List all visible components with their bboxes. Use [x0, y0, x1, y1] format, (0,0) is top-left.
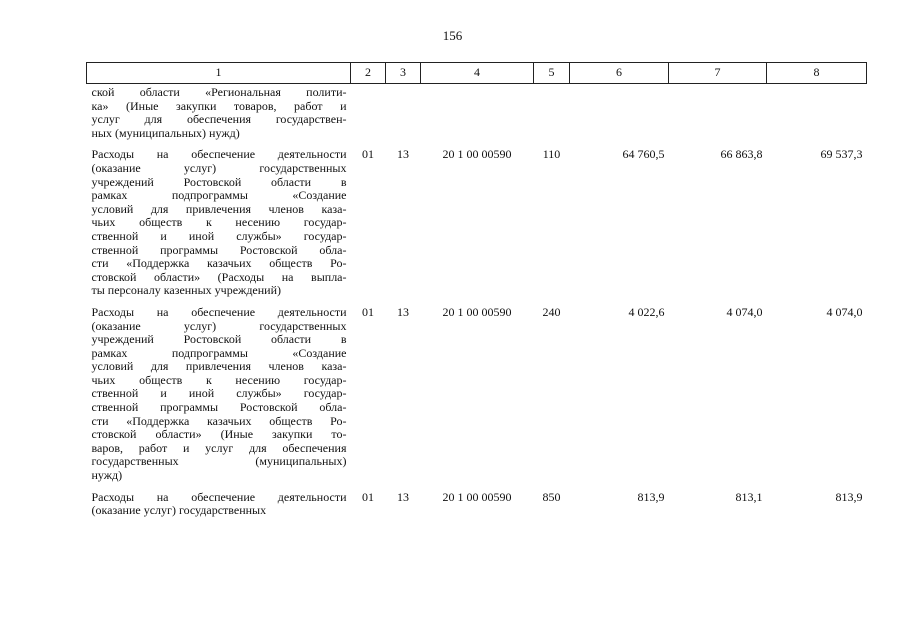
- description-line: варов, работ и услуг для обеспечения: [91, 440, 347, 455]
- description-line: Расходы на обеспечение деятельности: [91, 147, 347, 162]
- target-article-cell: 20 1 00 00590: [442, 147, 512, 162]
- section-code-cell: [351, 84, 386, 149]
- description-cell: [87, 491, 351, 526]
- subsection-code-cell: 13: [397, 147, 409, 162]
- description-line: стовской области» (Расходы на выпла-: [91, 269, 347, 284]
- description-line: рамках подпрограммы «Создание: [91, 345, 347, 360]
- description-line: (оказание услуг) государственных: [91, 160, 347, 175]
- target-article-cell: [421, 84, 534, 149]
- description-line: (оказание услуг) государственных: [91, 318, 347, 333]
- description-cell: [87, 84, 351, 149]
- description-line: ственной программы Ростовской обла-: [91, 242, 347, 257]
- expense-type-cell: 110: [542, 147, 561, 162]
- description-line: учреждений Ростовской области в: [91, 332, 347, 347]
- description-line: сти «Поддержка казачьих обществ Ро-: [91, 256, 347, 271]
- description-line: условий для привлечения членов каза-: [91, 201, 347, 216]
- amount-year1-cell: [570, 84, 669, 149]
- description-line: нужд): [91, 468, 123, 483]
- amount-year3-cell: 813,9: [835, 489, 863, 504]
- header-cell-7: 7: [669, 63, 767, 84]
- table-header-row: [87, 63, 867, 84]
- description-line: стовской области» (Иные закупки то-: [91, 427, 347, 442]
- description-line: государственных (муниципальных): [91, 454, 347, 469]
- table-row: [87, 491, 867, 526]
- amount-year2-cell: [669, 84, 767, 149]
- header-cell-5: 5: [534, 63, 570, 84]
- amount-year3-cell: 4 074,0: [826, 304, 863, 319]
- amount-year2-cell: 4 074,0: [726, 304, 763, 319]
- description-line: условий для привлечения членов каза-: [91, 359, 347, 374]
- expense-type-cell: 850: [542, 489, 561, 504]
- amount-year3-cell: 69 537,3: [820, 147, 863, 162]
- header-cell-1: 1: [87, 63, 351, 84]
- subsection-code-cell: 13: [397, 489, 409, 504]
- description-line: учреждений Ростовской области в: [91, 174, 347, 189]
- description-line: сти «Поддержка казачьих обществ Ро-: [91, 413, 347, 428]
- section-code-cell: 01: [362, 489, 374, 504]
- section-code-cell: 01: [362, 304, 374, 319]
- page-number: 156: [442, 28, 463, 43]
- section-code-cell: 01: [362, 147, 374, 162]
- expense-type-cell: 240: [542, 304, 561, 319]
- description-line: (оказание услуг) государственных: [91, 503, 267, 518]
- description-line: чьих обществ к несению государ-: [91, 372, 347, 387]
- subsection-code-cell: 13: [397, 304, 409, 319]
- description-line: Расходы на обеспечение деятельности: [91, 304, 347, 319]
- table-row: [87, 306, 867, 491]
- description-line: ственной программы Ростовской обла-: [91, 400, 347, 415]
- description-line: ты персоналу казенных учреждений): [91, 283, 282, 298]
- amount-year1-cell: 813,9: [637, 489, 665, 504]
- header-cell-3: 3: [386, 63, 421, 84]
- budget-table: [86, 62, 867, 526]
- header-cell-8: 8: [767, 63, 867, 84]
- target-article-cell: 20 1 00 00590: [442, 304, 512, 319]
- amount-year1-cell: 64 760,5: [622, 147, 665, 162]
- description-cell: [87, 306, 351, 491]
- amount-year2-cell: 813,1: [735, 489, 763, 504]
- expense-type-cell: [534, 84, 570, 149]
- description-line: ка» (Иные закупки товаров, работ и: [91, 98, 347, 113]
- description-line: ственной и иной службы» государ-: [91, 386, 347, 401]
- header-cell-4: 4: [421, 63, 534, 84]
- table-body: [87, 84, 867, 526]
- description-line: Расходы на обеспечение деятельности: [91, 489, 347, 504]
- target-article-cell: 20 1 00 00590: [442, 489, 512, 504]
- description-cell: [87, 148, 351, 306]
- description-line: чьих обществ к несению государ-: [91, 215, 347, 230]
- amount-year1-cell: 4 022,6: [628, 304, 665, 319]
- table-row: [87, 84, 867, 149]
- header-cell-2: 2: [351, 63, 386, 84]
- subsection-code-cell: [386, 84, 421, 149]
- description-line: услуг для обеспечения государствен-: [91, 112, 347, 127]
- amount-year2-cell: 66 863,8: [720, 147, 763, 162]
- description-line: ственной и иной службы» государ-: [91, 228, 347, 243]
- header-cell-6: 6: [570, 63, 669, 84]
- description-line: рамках подпрограммы «Создание: [91, 188, 347, 203]
- description-line: ской области «Региональная полити-: [91, 85, 347, 99]
- amount-year3-cell: [767, 84, 867, 149]
- description-line: ных (муниципальных) нужд): [91, 125, 240, 140]
- table-row: [87, 148, 867, 306]
